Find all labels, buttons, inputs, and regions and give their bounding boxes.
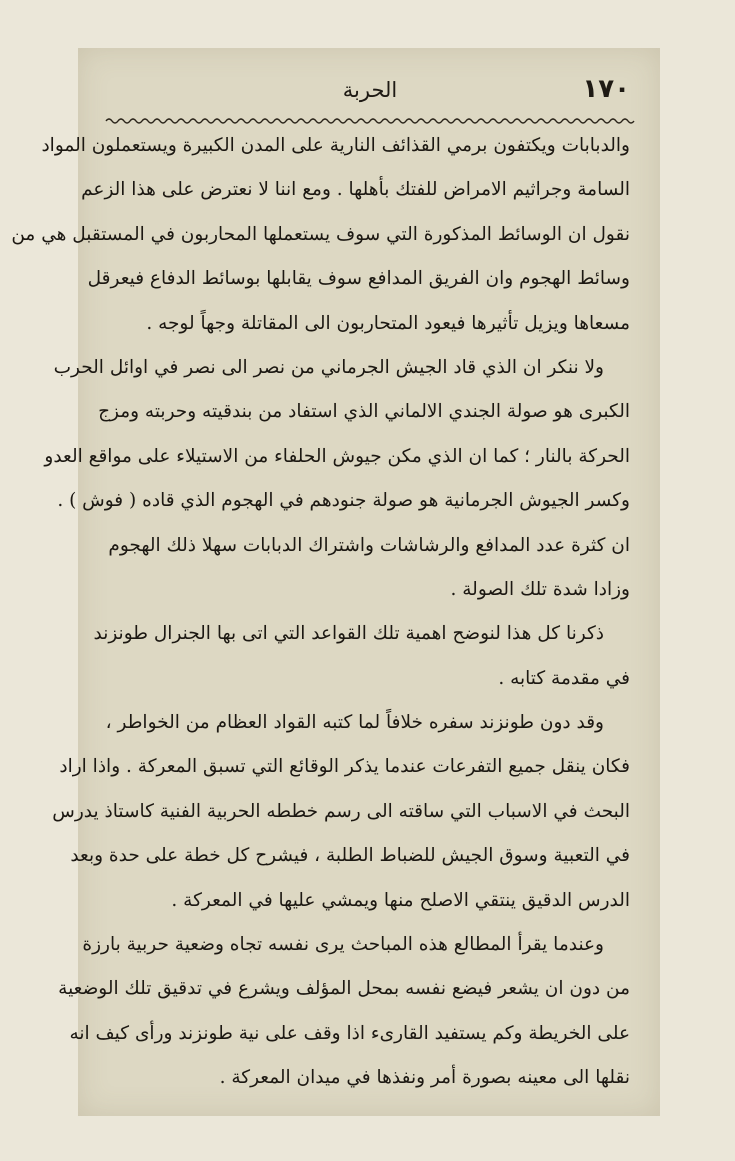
text-line: فكان ينقل جميع التفرعات عندما يذكر الوقائع التي تسبق المعركة . واذا اراد (59, 756, 630, 778)
text-line: وسائط الهجوم وان الفريق المدافع سوف يقابلها بوسائط الدفاع فيعرقل (87, 268, 630, 290)
text-line: الكبرى هو صولة الجندي الالماني الذي استفاد من بندقيته وحربته ومزج (98, 401, 630, 423)
text-line: ذكرنا كل هذا لنوضح اهمية تلك القواعد التي اتى بها الجنرال طونزند (93, 623, 604, 645)
paragraph-1 (11, 124, 630, 346)
page-number: ١٧٠ (582, 74, 630, 104)
text-line: وكسر الجيوش الجرمانية هو صولة جنودهم في الهجوم الذي قاده ( فوش ) . (57, 490, 630, 512)
text-line: في التعبية وسوق الجيش للضباط الطلبة ، فيشرح كل خطة على حدة وبعد (70, 845, 630, 867)
text-line: الدرس الدقيق ينتقي الاصلح منها ويمشي عليها في المعركة . (171, 889, 630, 911)
text-line: والدبابات ويكتفون برمي القذائف النارية على المدن الكبيرة ويستعملون المواد (41, 135, 630, 156)
text-line: على الخريطة وكم يستفيد القارىء اذا وقف على نية طونزند ورأى كيف انه (69, 1022, 630, 1044)
body-text (11, 124, 630, 1101)
page-header (110, 70, 630, 114)
text-line: وزادا شدة تلك الصولة . (450, 578, 630, 600)
book-page (11, 48, 660, 1116)
text-line: وعندما يقرأ المطالع هذه المباحث يرى نفسه تجاه وضعية حربية بارزة (82, 934, 604, 956)
text-line: ان كثرة عدد المدافع والرشاشات واشتراك الدبابات سهلا ذلك الهجوم (108, 534, 630, 556)
paragraph-5 (58, 923, 630, 1101)
text-line: البحث في الاسباب التي ساقته الى رسم خططه الحربية الفنية كاستاذ يدرس (52, 800, 630, 822)
text-line: ولا ننكر ان الذي قاد الجيش الجرماني من نصر الى نصر في اوائل الحرب (53, 356, 604, 378)
paragraph-4 (52, 701, 630, 923)
running-title: الحربة (342, 78, 398, 102)
text-line: السامة وجراثيم الامراض للفتك بأهلها . ومع اننا لا نعترض على هذا الزعم (81, 179, 630, 201)
text-line: نقلها الى معينه بصورة أمر ونفذها في ميدان المعركة . (219, 1067, 630, 1089)
paragraph-3 (93, 612, 630, 701)
paragraph-2 (44, 346, 630, 612)
text-line: مسعاها ويزيل تأثيرها فيعود المتحاربون الى المقاتلة وجهاً لوجه . (146, 312, 630, 334)
text-line: وقد دون طونزند سفره خلافاً لما كتبه القواد العظام من الخواطر ، (105, 712, 604, 734)
text-line: نقول ان الوسائط المذكورة التي سوف يستعملها المحاربون في المستقبل هي من (11, 223, 630, 245)
text-line: في مقدمة كتابه . (498, 667, 630, 689)
text-line: الحركة بالنار ؛ كما ان الذي مكن جيوش الحلفاء من الاستيلاء على مواقع العدو (44, 445, 630, 467)
text-line: من دون ان يشعر فيضع نفسه بمحل المؤلف ويشرع في تدقيق تلك الوضعية (58, 978, 630, 1000)
